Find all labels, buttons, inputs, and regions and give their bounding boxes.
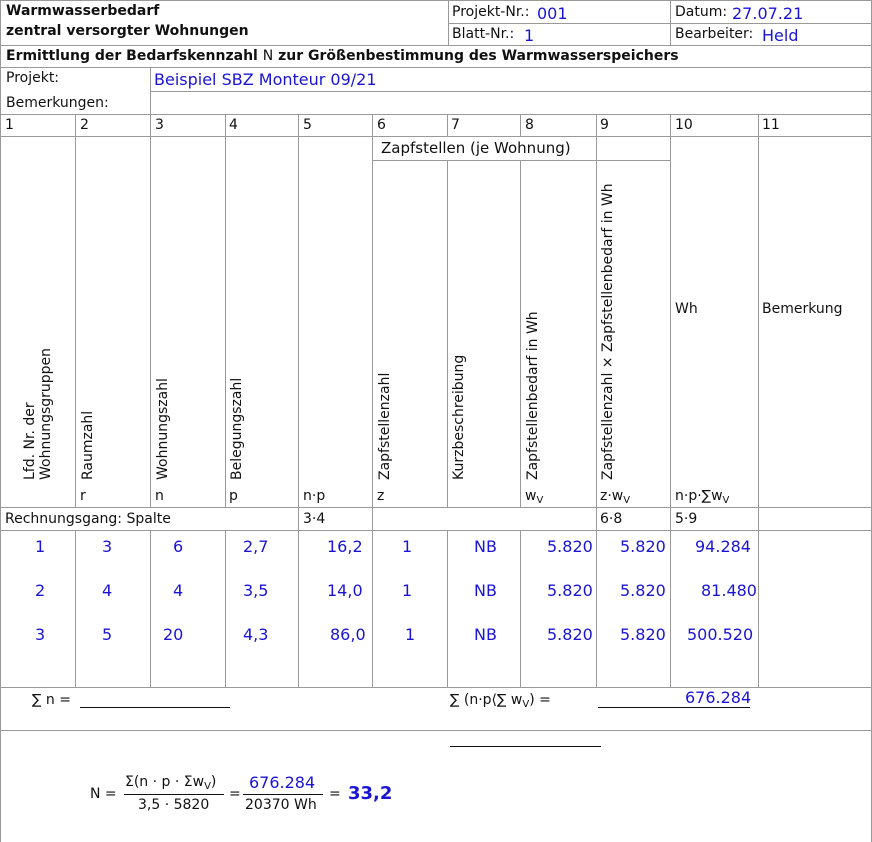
row3-wv[interactable]: 5.820 (547, 625, 593, 644)
row3-p[interactable]: 4,3 (243, 625, 269, 644)
col-number-3: 3 (155, 117, 164, 133)
subtitle-symbol: N (262, 48, 274, 64)
bemerkungen-field[interactable] (151, 92, 870, 113)
col-number-1: 1 (5, 117, 14, 133)
row3-desc[interactable]: NB (474, 625, 497, 644)
row3-r[interactable]: 5 (102, 625, 113, 644)
datum-label: Datum: (675, 4, 728, 20)
bemerkungen-label: Bemerkungen: (6, 95, 109, 111)
col1-header: Lfd. Nr. der (22, 402, 38, 480)
formula-numerator-1: $\Sigma(n \cdot p \cdot \Sigma w_V)$ (125, 774, 217, 792)
blatt-nr-label: Blatt-Nr.: (452, 26, 515, 42)
blank-underline (450, 746, 601, 747)
blatt-nr-value[interactable]: 1 (524, 26, 535, 45)
col4-symbol: p (229, 488, 238, 504)
col-number-7: 7 (451, 117, 460, 133)
row3-total[interactable]: 500.520 (687, 625, 754, 644)
col3-symbol: n (155, 488, 164, 504)
row1-zwv[interactable]: 5.820 (620, 537, 666, 556)
row2-z[interactable]: 1 (402, 581, 413, 600)
formula-denominator-2: 20370 Wh (245, 797, 317, 813)
col-number-10: 10 (675, 117, 693, 133)
sum-n-field[interactable] (80, 707, 230, 708)
col-number-5: 5 (303, 117, 312, 133)
col7-header: Kurzbeschreibung (451, 354, 467, 480)
rechnungsgang-col9: 6·8 (600, 511, 623, 527)
col-number-2: 2 (80, 117, 89, 133)
row1-n[interactable]: 6 (173, 537, 184, 556)
row1-total[interactable]: 94.284 (695, 537, 751, 556)
row2-total[interactable]: 81.480 (701, 581, 757, 600)
col2-header: Raumzahl (80, 410, 96, 480)
col2-symbol: r (80, 488, 86, 504)
row3-zwv[interactable]: 5.820 (620, 625, 666, 644)
row3-nr[interactable]: 3 (35, 625, 46, 644)
rechnungsgang-col5: 3·4 (303, 511, 326, 527)
row2-n[interactable]: 4 (173, 581, 184, 600)
projekt-value[interactable]: Beispiel SBZ Monteur 09/21 (154, 70, 377, 89)
row2-nr[interactable]: 2 (35, 581, 46, 600)
row2-wv[interactable]: 5.820 (547, 581, 593, 600)
formula-numerator-2[interactable]: 676.284 (249, 773, 316, 792)
projekt-nr-label: Projekt-Nr.: (452, 4, 530, 20)
formula-lhs: N = (90, 786, 117, 802)
col10-header: Wh (675, 301, 698, 317)
sum-npw-field (598, 707, 750, 708)
datum-value[interactable]: 27.07.21 (732, 4, 804, 23)
rechnungsgang-col10: 5·9 (675, 511, 698, 527)
bearbeiter-label: Bearbeiter: (675, 26, 754, 42)
col-number-11: 11 (762, 117, 780, 133)
col9-header: Zapfstellenzahl × Zapfstellenbedarf in Wh (600, 183, 616, 480)
col4-header: Belegungszahl (229, 377, 245, 480)
fraction-bar-1 (124, 794, 224, 795)
sum-n-label: ∑ n = (32, 692, 71, 708)
col-number-9: 9 (600, 117, 609, 133)
subtitle (6, 48, 679, 65)
sum-npw-value[interactable]: 676.284 (685, 688, 752, 707)
projekt-nr-value[interactable]: 001 (537, 4, 568, 23)
col3-header: Wohnungszahl (155, 378, 171, 480)
sum-npw-label: ∑ (n·p⟨∑ $w_V$) = (450, 692, 551, 710)
formula-equals-2: = (229, 786, 241, 802)
fraction-bar-2 (243, 794, 323, 795)
subtitle-part1: Ermittlung der Bedarfskennzahl (6, 48, 258, 64)
zapfstellen-group-header: Zapfstellen (je Wohnung) (381, 139, 571, 157)
row1-wv[interactable]: 5.820 (547, 537, 593, 556)
form-title-line2: zentral versorgter Wohnungen (6, 23, 249, 39)
row1-r[interactable]: 3 (102, 537, 113, 556)
formula-denominator-1: 3,5 · 5820 (138, 797, 210, 813)
row1-nr[interactable]: 1 (35, 537, 46, 556)
col-number-8: 8 (525, 117, 534, 133)
row3-z[interactable]: 1 (405, 625, 416, 644)
row2-np[interactable]: 14,0 (327, 581, 363, 600)
row2-r[interactable]: 4 (102, 581, 113, 600)
row1-desc[interactable]: NB (474, 537, 497, 556)
col6-symbol: z (377, 488, 385, 504)
col11-header: Bemerkung (762, 301, 843, 317)
col-number-6: 6 (377, 117, 386, 133)
row1-np[interactable]: 16,2 (327, 537, 363, 556)
form-title-line1: Warmwasserbedarf (6, 3, 160, 19)
row3-n[interactable]: 20 (163, 625, 184, 644)
row2-zwv[interactable]: 5.820 (620, 581, 666, 600)
col1-header-line2: Wohnungsgruppen (38, 347, 54, 480)
rechnungsgang-label: Rechnungsgang: Spalte (5, 511, 171, 527)
row2-p[interactable]: 3,5 (243, 581, 269, 600)
subtitle-part2: zur Größenbestimmung des Warmwasserspeichers (278, 48, 679, 64)
col5-symbol: n·p (303, 488, 326, 504)
col8-symbol: $w_V$ (525, 488, 544, 506)
row2-desc[interactable]: NB (474, 581, 497, 600)
projekt-label: Projekt: (6, 70, 60, 86)
col6-header: Zapfstellenzahl (377, 372, 393, 480)
row1-z[interactable]: 1 (402, 537, 413, 556)
row1-p[interactable]: 2,7 (243, 537, 269, 556)
col-number-4: 4 (229, 117, 238, 133)
formula-equals-3: = (329, 786, 341, 802)
col10-symbol: $n\cdot p\cdot\sum w_V$ (675, 488, 730, 506)
row3-np[interactable]: 86,0 (330, 625, 366, 644)
formula-result[interactable]: 33,2 (348, 783, 393, 804)
col9-symbol: $z\cdot w_V$ (600, 488, 631, 506)
col8-header: Zapfstellenbedarf in Wh (525, 311, 541, 480)
bearbeiter-value[interactable]: Held (762, 26, 799, 45)
